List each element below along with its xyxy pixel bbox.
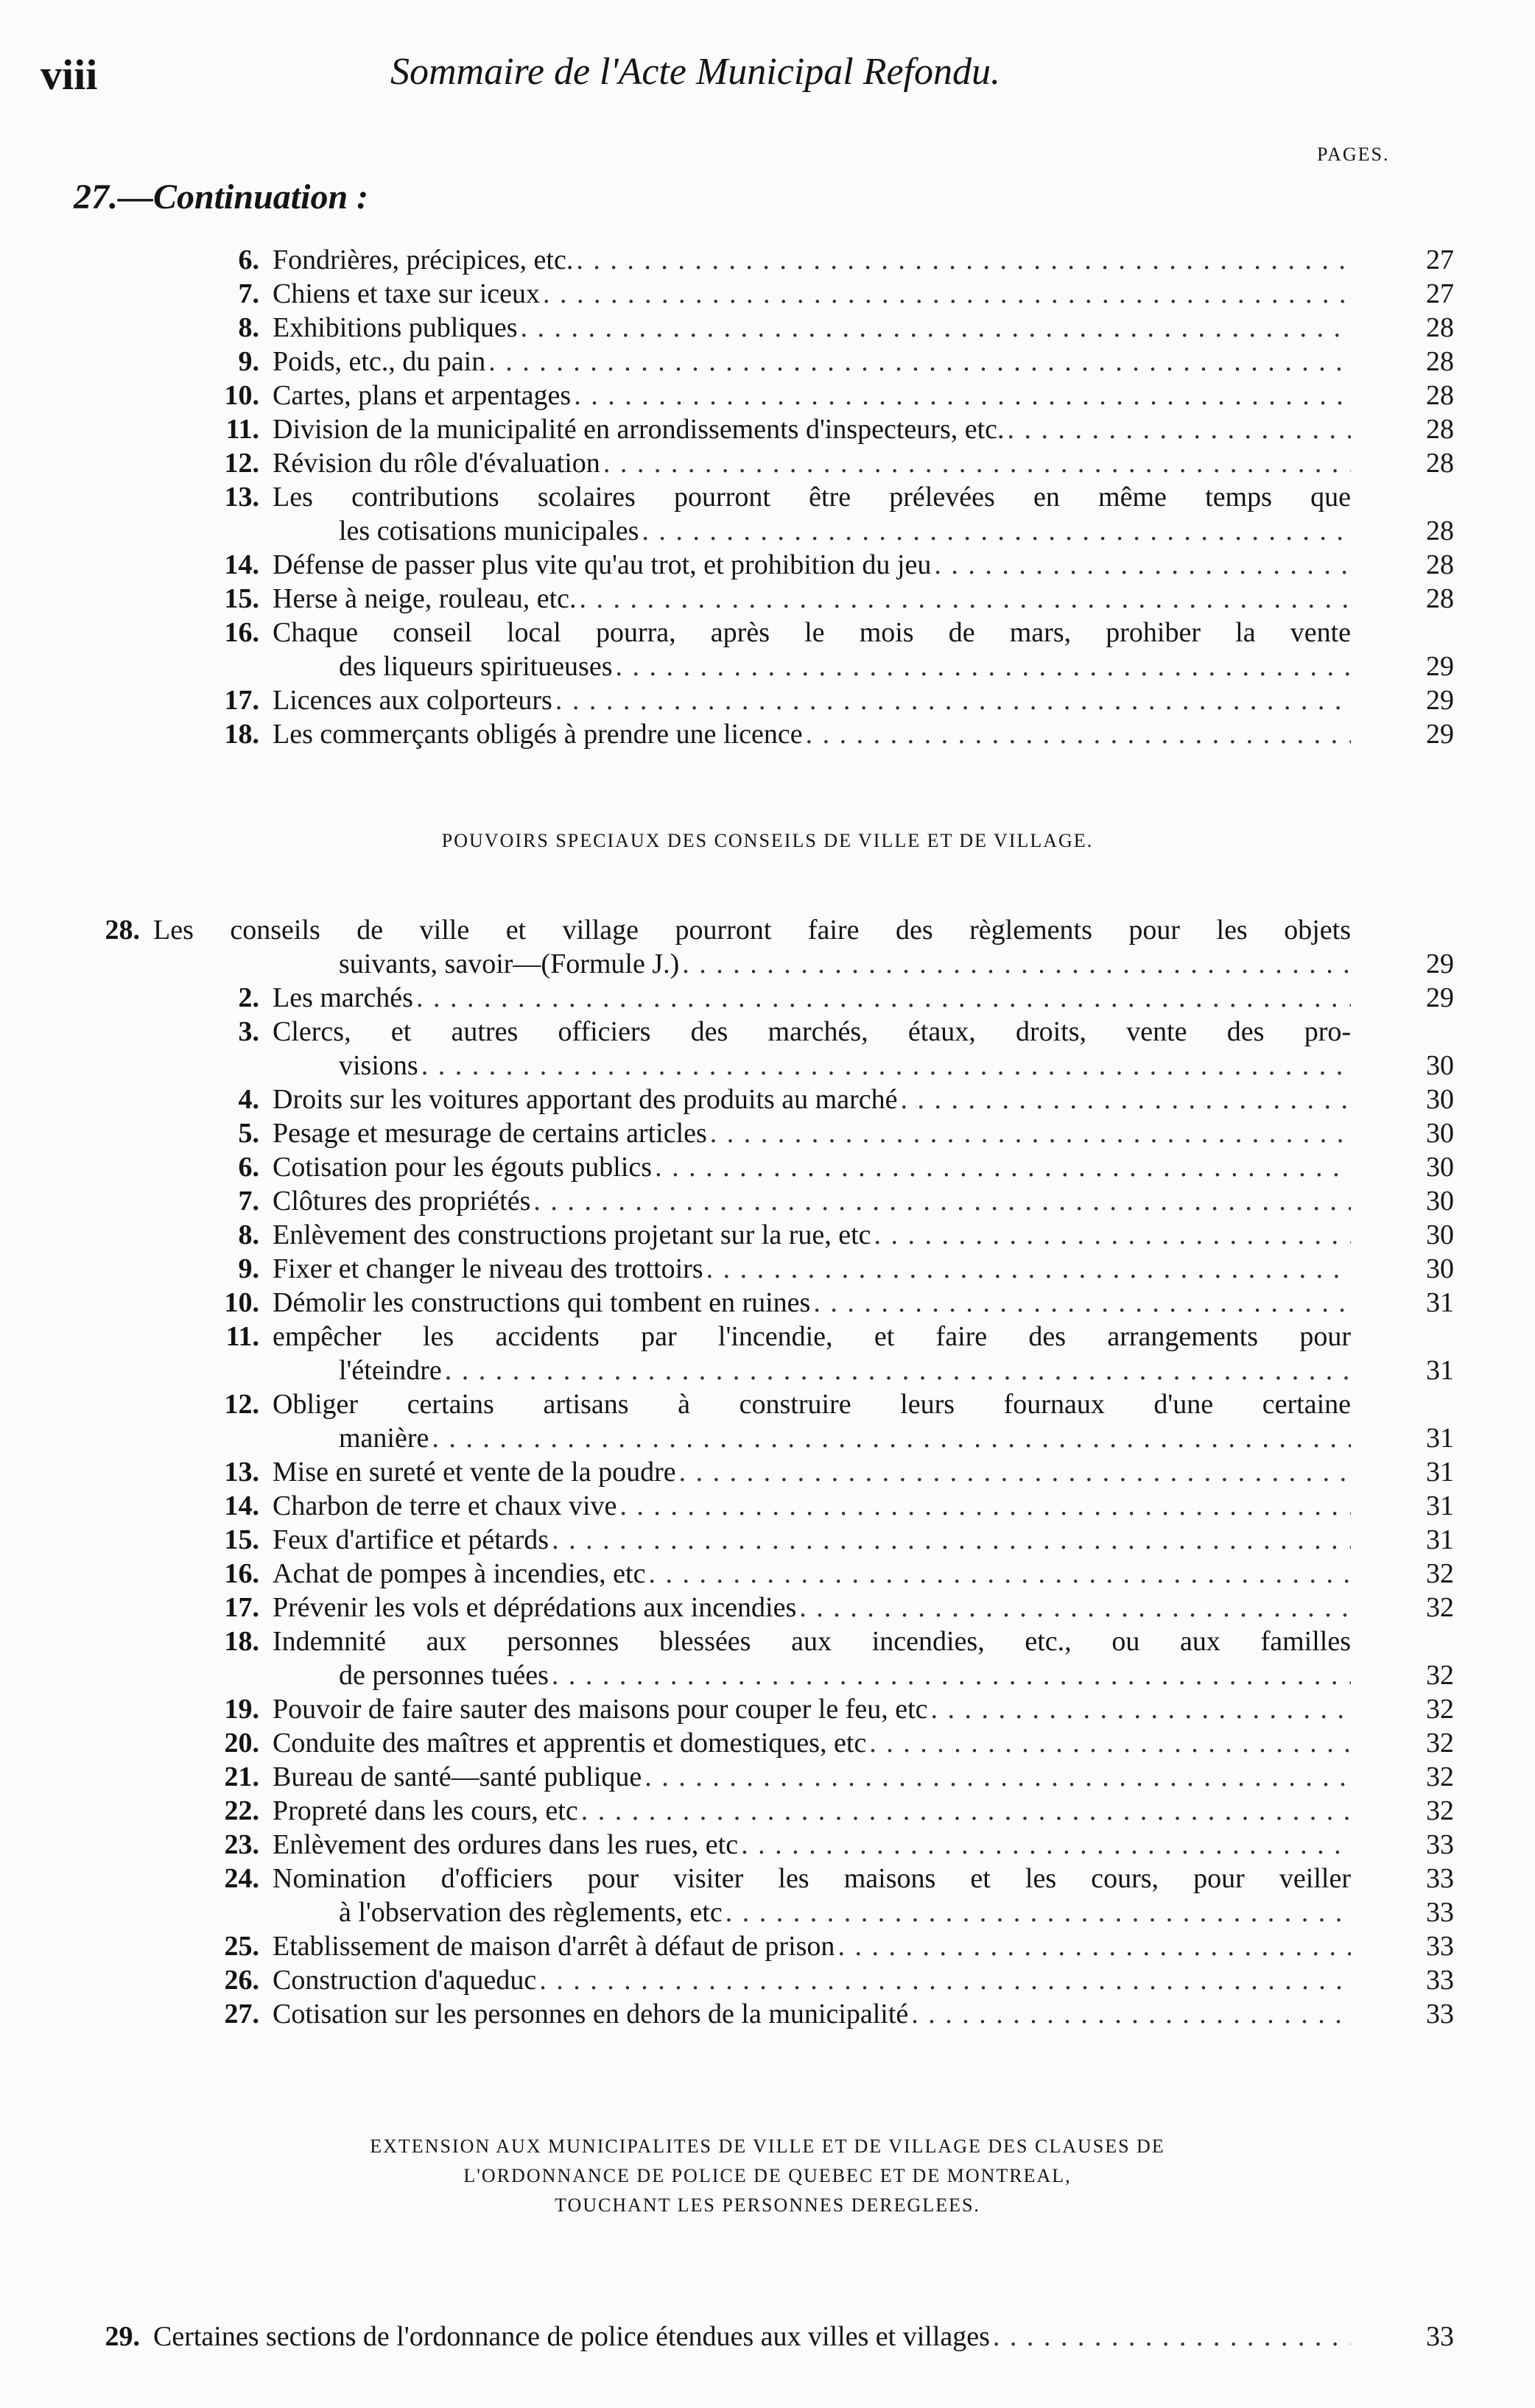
entry-row [0,1862,1535,1895]
entry-text: Les contributions scolaires pourront être prélevées en même temps que [273,482,1351,513]
entry-page: 33 [1426,1999,1454,2029]
entry-text: les cotisations municipales [339,515,639,546]
entry-number: 15. [224,1524,259,1555]
entry-number: 12. [224,448,259,479]
entry-row [0,446,1535,480]
entry-number: 18. [224,719,259,750]
heading-line: L'ORDONNANCE DE POLICE DE QUEBEC ET DE MONTREAL, [463,2165,1072,2186]
entry-page: 30 [1426,1253,1454,1284]
entry-number: 18. [224,1626,259,1657]
entry-row [0,582,1535,616]
entry-page: 31 [1426,1287,1454,1318]
entry-text: Enlèvement des ordures dans les rues, etc [273,1829,739,1860]
entry-row [0,412,1535,446]
entry-number: 3. [238,1016,259,1047]
entry-row [0,2320,1535,2354]
entry-page: 28 [1426,583,1454,614]
entry-page: 33 [1426,2321,1454,2352]
entry-page: 31 [1426,1490,1454,1521]
entry-text: manière [339,1423,429,1454]
entry-row [0,1557,1535,1591]
entry-row-continuation [0,514,1535,548]
entry-row [0,1760,1535,1794]
entry-text: Défense de passer plus vite qu'au trot, et prohibition du jeu [273,549,932,580]
entry-row [0,1794,1535,1828]
entry-row [0,480,1535,514]
section-28-lead [0,913,1535,981]
entry-row [0,1320,1535,1353]
heading-line: EXTENSION AUX MUNICIPALITES DE VILLE ET DE VILLAGE DES CLAUSES DE [370,2136,1165,2157]
section-28-list [0,981,1535,2031]
entry-page: 32 [1426,1660,1454,1691]
entry-number: 26. [224,1965,259,1996]
entry-text: Les conseils de ville et village pourront faire des règlements pour les objets [153,915,1351,946]
entry-page: 30 [1426,1186,1454,1217]
entry-row [0,345,1535,379]
entry-text: suivants, savoir—(Formule J.) [339,948,680,979]
entry-row-continuation [0,1895,1535,1929]
entry-text: Nomination d'officiers pour visiter les maisons et les cours, pour veiller [273,1863,1351,1894]
entry-page: 33 [1426,1863,1454,1894]
entry-text: Clercs, et autres officiers des marchés, étaux, droits, vente des pro- [273,1016,1351,1047]
page-header [0,50,1535,109]
entry-text: Les marchés [273,982,413,1013]
entry-row-continuation [0,1049,1535,1082]
entry-text: Achat de pompes à incendies, etc [273,1558,646,1589]
entry-page: 31 [1426,1457,1454,1488]
entry-row [0,1286,1535,1320]
entry-text: Chaque conseil local pourra, après le mois de mars, prohiber la vente [273,617,1351,648]
entry-page: 28 [1426,312,1454,343]
entry-text: Chiens et taxe sur iceux [273,278,541,309]
entry-text: Les commerçants obligés à prendre une licence [273,719,803,750]
entry-text: Etablissement de maison d'arrêt à défaut de prison [273,1931,835,1962]
entry-text: Propreté dans les cours, etc [273,1795,578,1826]
entry-row [0,1184,1535,1218]
entry-row [0,1726,1535,1760]
entry-page: 28 [1426,549,1454,580]
entry-number: 12. [224,1389,259,1420]
entry-page: 33 [1426,1965,1454,1996]
entry-text: Fixer et changer le niveau des trottoirs [273,1253,703,1284]
entry-text: Cotisation sur les personnes en dehors de la municipalité [273,1999,909,2029]
section-heading-special-powers: POUVOIRS SPECIAUX DES CONSEILS DE VILLE ET DE VILLAGE. [441,830,1094,851]
entry-text: Licences aux colporteurs [273,685,552,716]
section-27-list [0,243,1535,751]
entry-row [0,1929,1535,1963]
section-27-heading: 27.—Continuation : [74,177,369,216]
entry-number: 29. [105,2321,140,2352]
entry-number: 9. [238,1253,259,1284]
entry-row [0,616,1535,649]
entry-page: 30 [1426,1219,1454,1250]
entry-page: 29 [1426,719,1454,750]
entry-row [0,1015,1535,1049]
entry-page: 29 [1426,685,1454,716]
entry-row [0,1387,1535,1421]
entry-row [0,379,1535,412]
entry-text: Certaines sections de l'ordonnance de police étendues aux villes et villages [153,2321,990,2352]
entry-text: à l'observation des règlements, etc [339,1897,723,1928]
entry-text: Cotisation pour les égouts publics [273,1152,653,1183]
entry-text: empêcher les accidents par l'incendie, et faire des arrangements pour [273,1321,1351,1352]
entry-number: 25. [224,1931,259,1962]
entry-number: 7. [238,1186,259,1217]
entry-page: 28 [1426,380,1454,411]
entry-row [0,1591,1535,1624]
entry-page: 29 [1426,948,1454,979]
entry-number: 6. [238,1152,259,1183]
entry-row [0,1150,1535,1184]
entry-row-continuation [0,1353,1535,1387]
entry-page: 31 [1426,1423,1454,1454]
entry-number: 22. [224,1795,259,1826]
entry-page: 32 [1426,1795,1454,1826]
entry-page: 28 [1426,515,1454,546]
entry-text: Exhibitions publiques [273,312,518,343]
entry-number: 10. [224,380,259,411]
entry-row [0,717,1535,751]
entry-page: 32 [1426,1592,1454,1623]
entry-page: 32 [1426,1558,1454,1589]
entry-page: 30 [1426,1084,1454,1115]
entry-row [0,1963,1535,1997]
entry-text: Enlèvement des constructions projetant sur la rue, etc [273,1219,871,1250]
entry-number: 21. [224,1761,259,1792]
entry-row [0,1692,1535,1726]
entry-text: Démolir les constructions qui tombent en ruines [273,1287,811,1318]
entry-text: Indemnité aux personnes blessées aux incendies, etc., ou aux familles [273,1626,1351,1657]
entry-text: Bureau de santé—santé publique [273,1761,642,1792]
pages-column-label: PAGES. [1317,144,1390,165]
entry-page: 33 [1426,1897,1454,1928]
page-number: viii [41,51,98,99]
entry-page: 29 [1426,982,1454,1013]
entry-row [0,1252,1535,1286]
entry-text: Révision du rôle d'évaluation [273,448,600,479]
entry-page: 27 [1426,278,1454,309]
entry-row [0,1997,1535,2031]
entry-text: Herse à neige, rouleau, etc. [273,583,577,614]
entry-row [0,1624,1535,1658]
entry-row-continuation [0,1421,1535,1455]
entry-page: 33 [1426,1931,1454,1962]
entry-text: Droits sur les voitures apportant des produits au marché [273,1084,898,1115]
entry-number: 6. [238,244,259,275]
entry-page: 32 [1426,1761,1454,1792]
entry-row [0,1455,1535,1489]
entry-page: 29 [1426,651,1454,682]
entry-number: 10. [224,1287,259,1318]
entry-number: 19. [224,1694,259,1725]
entry-row [0,1082,1535,1116]
entry-text: Charbon de terre et chaux vive [273,1490,617,1521]
entry-text: Obliger certains artisans à construire leurs fournaux d'une certaine [273,1389,1351,1420]
entry-row [0,1489,1535,1523]
entry-number: 15. [224,583,259,614]
entry-text: Pouvoir de faire sauter des maisons pour couper le feu, etc [273,1694,928,1725]
entry-number: 13. [224,1457,259,1488]
entry-number: 20. [224,1728,259,1759]
entry-number: 5. [238,1118,259,1149]
entry-row [0,311,1535,345]
entry-number: 14. [224,1490,259,1521]
entry-page: 30 [1426,1118,1454,1149]
entry-row [0,277,1535,311]
entry-text: Clôtures des propriétés [273,1186,531,1217]
section-heading-extension [0,2132,1535,2220]
entry-text: Mise en sureté et vente de la poudre [273,1457,676,1488]
entry-number: 2. [238,982,259,1013]
entry-number: 16. [224,1558,259,1589]
entry-row [0,683,1535,717]
entry-row [0,1523,1535,1557]
entry-text: Pesage et mesurage de certains articles [273,1118,707,1149]
entry-page: 28 [1426,448,1454,479]
entry-row [0,913,1535,947]
entry-row-continuation [0,649,1535,683]
entry-number: 9. [238,346,259,377]
entry-text: de personnes tuées [339,1660,549,1691]
entry-number: 16. [224,617,259,648]
entry-row [0,1828,1535,1862]
entry-page: 27 [1426,244,1454,275]
entry-text: des liqueurs spiritueuses [339,651,613,682]
entry-number: 7. [238,278,259,309]
entry-text: Feux d'artifice et pétards [273,1524,549,1555]
entry-text: Prévenir les vols et déprédations aux incendies [273,1592,797,1623]
entry-page: 28 [1426,346,1454,377]
entry-page: 30 [1426,1152,1454,1183]
entry-page: 33 [1426,1829,1454,1860]
entry-text: Poids, etc., du pain [273,346,486,377]
entry-row [0,243,1535,277]
entry-number: 8. [238,1219,259,1250]
entry-number: 28. [105,915,140,946]
entry-number: 17. [224,685,259,716]
entry-text: Construction d'aqueduc [273,1965,537,1996]
entry-row [0,981,1535,1015]
heading-line: TOUCHANT LES PERSONNES DEREGLEES. [555,2194,980,2216]
entry-page: 32 [1426,1728,1454,1759]
entry-number: 14. [224,549,259,580]
entry-page: 30 [1426,1050,1454,1081]
entry-row [0,1116,1535,1150]
entry-number: 11. [225,1321,259,1352]
entry-page: 28 [1426,414,1454,445]
entry-number: 27. [224,1999,259,2029]
entry-number: 4. [238,1084,259,1115]
entry-text: Division de la municipalité en arrondissements d'inspecteurs, etc. [273,414,1005,445]
entry-text: Conduite des maîtres et apprentis et domestiques, etc [273,1728,867,1759]
entry-number: 8. [238,312,259,343]
entry-number: 24. [224,1863,259,1894]
entry-text: Fondrières, précipices, etc. [273,244,574,275]
entry-page: 31 [1426,1524,1454,1555]
entry-page: 31 [1426,1355,1454,1386]
entry-number: 13. [224,482,259,513]
entry-number: 11. [225,414,259,445]
entry-text: visions [339,1050,418,1081]
entry-number: 17. [224,1592,259,1623]
section-29 [0,2320,1535,2354]
entry-row [0,548,1535,582]
entry-page: 32 [1426,1694,1454,1725]
entry-row-continuation [0,947,1535,981]
entry-row-continuation [0,1658,1535,1692]
entry-text: l'éteindre [339,1355,442,1386]
entry-text: Cartes, plans et arpentages [273,380,572,411]
running-title: Sommaire de l'Acte Municipal Refondu. [390,51,1000,93]
entry-row [0,1218,1535,1252]
entry-number: 23. [224,1829,259,1860]
